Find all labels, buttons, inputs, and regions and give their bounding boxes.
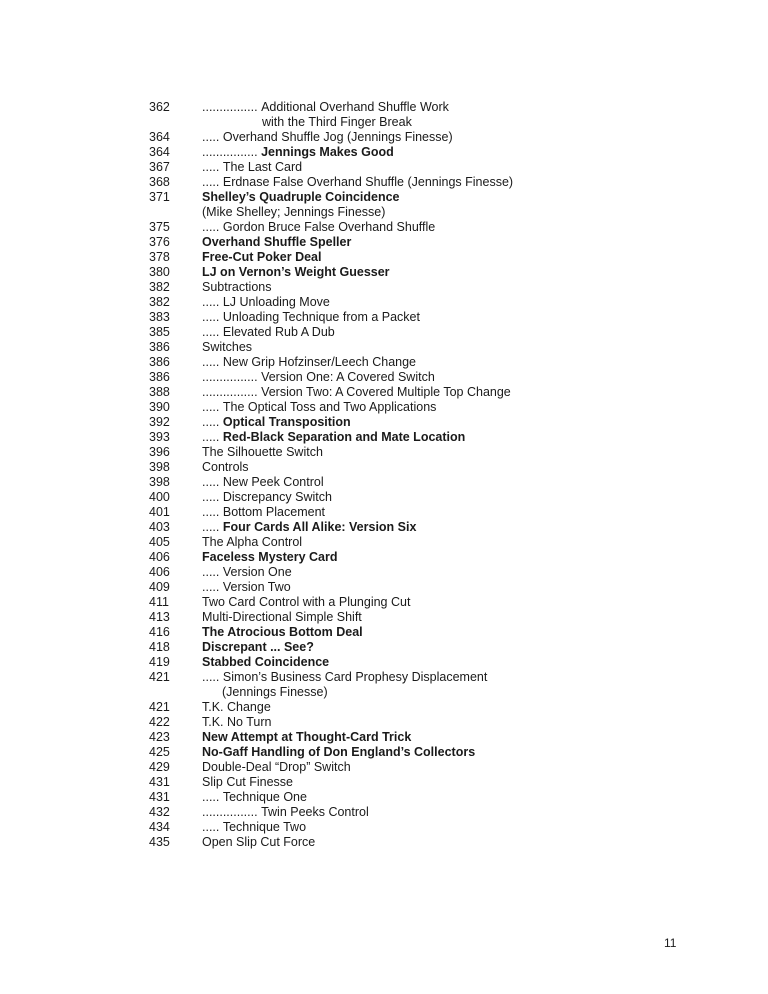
toc-leader: ..... xyxy=(202,355,220,369)
toc-leader: ..... xyxy=(202,565,220,579)
toc-page-number: 405 xyxy=(149,535,170,549)
toc-page-number: 406 xyxy=(149,565,170,579)
toc-entry-title: T.K. No Turn xyxy=(202,715,272,729)
toc-entry-title: Double-Deal “Drop” Switch xyxy=(202,760,351,774)
toc-entry-text xyxy=(202,730,411,745)
toc-entry-title: The Alpha Control xyxy=(202,535,303,549)
toc-entry-text xyxy=(202,790,307,805)
toc-entry-text xyxy=(202,445,323,460)
toc-page-number: 388 xyxy=(149,385,170,399)
toc-page-number: 393 xyxy=(149,430,170,444)
toc-page-number: 435 xyxy=(149,835,170,849)
toc-page-number: 398 xyxy=(149,460,170,474)
toc-entry-text xyxy=(202,805,369,820)
toc-entry-text xyxy=(202,265,390,280)
toc-entry-text xyxy=(202,295,330,310)
toc-page-number: 376 xyxy=(149,235,170,249)
toc-page-number: 434 xyxy=(149,820,170,834)
toc-entry xyxy=(149,130,709,145)
toc-entry xyxy=(149,805,709,820)
toc-entry xyxy=(149,745,709,760)
toc-entry-title: Version One xyxy=(222,565,292,579)
toc-entry-title: The Silhouette Switch xyxy=(202,445,323,459)
toc-entry xyxy=(149,715,709,730)
toc-leader: ................ xyxy=(202,385,258,399)
toc-page-number: 422 xyxy=(149,715,170,729)
toc-entry-text xyxy=(202,100,449,115)
toc-entry xyxy=(149,790,709,805)
toc-entry-text xyxy=(202,325,335,340)
toc-entry-title: LJ Unloading Move xyxy=(222,295,330,309)
toc-entry xyxy=(149,340,709,355)
toc-page-number: 403 xyxy=(149,520,170,534)
toc-entry xyxy=(149,370,709,385)
toc-page-number: 371 xyxy=(149,190,170,204)
toc-entry xyxy=(149,625,709,640)
toc-page-number: 411 xyxy=(149,595,169,609)
toc-page-number: 364 xyxy=(149,130,170,144)
toc-entry-title: Version One: A Covered Switch xyxy=(261,370,435,384)
toc-page-number: 390 xyxy=(149,400,170,414)
toc-page-number: 421 xyxy=(149,700,170,714)
toc-entry-continuation-text: with the Third Finger Break xyxy=(262,115,412,129)
toc-entry-text xyxy=(202,820,306,835)
toc-entry xyxy=(149,295,709,310)
toc-entry-text xyxy=(202,625,363,640)
toc-entry-title: Discrepancy Switch xyxy=(222,490,332,504)
toc-entry-title: LJ on Vernon’s Weight Guesser xyxy=(202,265,390,279)
toc-entry xyxy=(149,520,709,535)
toc-entry-title: Additional Overhand Shuffle Work xyxy=(261,100,449,114)
toc-entry-text xyxy=(202,250,321,265)
toc-page-number: 386 xyxy=(149,355,170,369)
toc-leader: ................ xyxy=(202,100,258,114)
toc-leader: ..... xyxy=(202,310,220,324)
toc-entry-title: T.K. Change xyxy=(202,700,271,714)
toc-entry-title: Erdnase False Overhand Shuffle (Jennings Finesse) xyxy=(222,175,514,189)
toc-page-number: 400 xyxy=(149,490,170,504)
toc-entry-text xyxy=(202,340,252,355)
toc-entry-text xyxy=(202,370,435,385)
toc-entry-continuation xyxy=(149,685,709,700)
toc-entry-title: Version Two xyxy=(222,580,291,594)
toc-entry-text xyxy=(202,640,314,655)
toc-entry xyxy=(149,550,709,565)
toc-page-number: 375 xyxy=(149,220,170,234)
toc-entry-title: The Atrocious Bottom Deal xyxy=(202,625,363,639)
toc-entry-title: Subtractions xyxy=(202,280,272,294)
toc-entry-title: Controls xyxy=(202,460,249,474)
toc-leader: ..... xyxy=(202,790,220,804)
toc-entry xyxy=(149,190,709,205)
toc-entry-text xyxy=(202,745,475,760)
toc-entry-text xyxy=(202,490,332,505)
toc-leader: ..... xyxy=(202,580,220,594)
toc-entry-title: Version Two: A Covered Multiple Top Change xyxy=(261,385,511,399)
toc-entry-title: Unloading Technique from a Packet xyxy=(222,310,420,324)
toc-page-number: 396 xyxy=(149,445,170,459)
toc-entry xyxy=(149,415,709,430)
toc-entry-text xyxy=(202,505,325,520)
toc-entry-title: Gordon Bruce False Overhand Shuffle xyxy=(222,220,436,234)
toc-page-number: 419 xyxy=(149,655,170,669)
toc-page-number: 382 xyxy=(149,295,170,309)
toc-entry-continuation xyxy=(149,205,709,220)
toc-entry xyxy=(149,460,709,475)
toc-leader: ..... xyxy=(202,820,220,834)
toc-entry xyxy=(149,475,709,490)
toc-entry-title: No-Gaff Handling of Don England’s Collectors xyxy=(202,745,476,759)
toc-page-number: 418 xyxy=(149,640,170,654)
toc-entry xyxy=(149,400,709,415)
toc-entry-title: Stabbed Coincidence xyxy=(202,655,330,669)
toc-entry-text xyxy=(202,280,271,295)
toc-entry xyxy=(149,610,709,625)
toc-page-number: 378 xyxy=(149,250,170,264)
toc-entry-title: Two Card Control with a Plunging Cut xyxy=(202,595,411,609)
toc-entry xyxy=(149,445,709,460)
toc-entry-text xyxy=(202,580,291,595)
toc-leader: ..... xyxy=(202,220,220,234)
toc-entry-text xyxy=(202,160,302,175)
toc-entry xyxy=(149,760,709,775)
toc-leader: ..... xyxy=(202,400,220,414)
toc-entry-text xyxy=(202,430,465,445)
toc-page-number: 386 xyxy=(149,370,170,384)
toc-page-number: 367 xyxy=(149,160,170,174)
toc-entry-text xyxy=(202,700,271,715)
toc-leader: ................ xyxy=(202,805,258,819)
toc-leader: ..... xyxy=(202,325,220,339)
toc-entry-text xyxy=(202,475,324,490)
toc-entry-title: Technique Two xyxy=(222,820,307,834)
toc-entry-text xyxy=(202,130,453,145)
toc-entry-title: Jennings Makes Good xyxy=(261,145,394,159)
toc-entry xyxy=(149,775,709,790)
toc-entry xyxy=(149,580,709,595)
toc-page-number: 386 xyxy=(149,340,170,354)
toc-leader: ..... xyxy=(202,295,220,309)
toc-leader: ..... xyxy=(202,130,220,144)
toc-page-number: 383 xyxy=(149,310,170,324)
toc-entry-title: Technique One xyxy=(222,790,307,804)
toc-leader: ..... xyxy=(202,505,220,519)
toc-page-number: 423 xyxy=(149,730,170,744)
toc-page-number: 368 xyxy=(149,175,170,189)
toc-entry xyxy=(149,730,709,745)
toc-entry-title: Free-Cut Poker Deal xyxy=(202,250,322,264)
toc-entry-title: New Attempt at Thought-Card Trick xyxy=(202,730,412,744)
toc-entry-text xyxy=(202,520,416,535)
toc-page-number: 380 xyxy=(149,265,170,279)
toc-page-number: 409 xyxy=(149,580,170,594)
toc-leader: ..... xyxy=(202,415,220,429)
toc-entry-continuation-text: (Mike Shelley; Jennings Finesse) xyxy=(202,205,386,219)
toc-entry xyxy=(149,325,709,340)
toc-page-number: 425 xyxy=(149,745,170,759)
toc-entry-text xyxy=(202,715,271,730)
toc-entry-title: Switches xyxy=(202,340,253,354)
toc-entry-title: New Peek Control xyxy=(222,475,324,489)
toc-entry xyxy=(149,160,709,175)
toc-entry-title: Shelley’s Quadruple Coincidence xyxy=(202,190,400,204)
toc-entry-text xyxy=(202,190,400,205)
toc-entry-text xyxy=(202,175,513,190)
toc-entry-text xyxy=(202,550,338,565)
toc-entry-text xyxy=(202,145,394,160)
toc-entry-title: The Optical Toss and Two Applications xyxy=(222,400,437,414)
toc-entry xyxy=(149,355,709,370)
toc-entry-text xyxy=(202,385,511,400)
toc-entry xyxy=(149,535,709,550)
toc-entry-text xyxy=(202,775,293,790)
toc-entry xyxy=(149,655,709,670)
toc-leader: ..... xyxy=(202,175,220,189)
toc-entry-text xyxy=(202,655,329,670)
toc-page-number: 413 xyxy=(149,610,170,624)
page-number: 11 xyxy=(664,936,677,950)
toc-entry-title: Bottom Placement xyxy=(222,505,325,519)
toc-leader: ..... xyxy=(202,430,220,444)
toc-entry xyxy=(149,670,709,685)
toc-page-number: 416 xyxy=(149,625,170,639)
toc-entry xyxy=(149,310,709,325)
toc-entry-continuation xyxy=(149,115,709,130)
toc-entry-title: The Last Card xyxy=(222,160,303,174)
toc-entry xyxy=(149,490,709,505)
toc-entry-text xyxy=(202,610,362,625)
toc-entry-title: Overhand Shuffle Speller xyxy=(202,235,352,249)
toc-entry-text xyxy=(202,310,420,325)
toc-entry xyxy=(149,145,709,160)
toc-page-number: 421 xyxy=(149,670,170,684)
toc-entry-title: Simon’s Business Card Prophesy Displacement xyxy=(222,670,488,684)
toc-entry-text xyxy=(202,835,315,850)
toc-entry xyxy=(149,640,709,655)
toc-entry-title: Multi-Directional Simple Shift xyxy=(202,610,362,624)
toc-entry xyxy=(149,505,709,520)
toc-entry xyxy=(149,385,709,400)
toc-leader: ..... xyxy=(202,490,220,504)
toc-page-number: 382 xyxy=(149,280,170,294)
toc-entry-title: Discrepant ... See? xyxy=(202,640,314,654)
toc-page-number: 398 xyxy=(149,475,170,489)
toc-entry-title: Slip Cut Finesse xyxy=(202,775,294,789)
toc-entry-continuation-text: (Jennings Finesse) xyxy=(222,685,328,699)
toc-entry-text xyxy=(202,595,410,610)
toc-page-number: 432 xyxy=(149,805,170,819)
toc-page-number: 401 xyxy=(149,505,170,519)
toc-entry xyxy=(149,250,709,265)
toc-entry-text xyxy=(202,235,351,250)
toc-entry-text xyxy=(202,535,302,550)
toc-entry-title: Faceless Mystery Card xyxy=(202,550,338,564)
toc-entry-text xyxy=(202,220,435,235)
toc-entry xyxy=(149,835,709,850)
toc-leader: ................ xyxy=(202,145,258,159)
toc-entry-title: Red-Black Separation and Mate Location xyxy=(222,430,466,444)
toc-entry xyxy=(149,235,709,250)
toc-page-number: 431 xyxy=(149,790,170,804)
toc-entry-text xyxy=(202,565,292,580)
toc-entry-title: Open Slip Cut Force xyxy=(202,835,316,849)
toc-entry-text xyxy=(202,460,249,475)
toc-entry-text xyxy=(202,670,487,685)
toc-entry xyxy=(149,700,709,715)
toc-entry xyxy=(149,175,709,190)
table-of-contents xyxy=(149,100,709,850)
toc-entry-text xyxy=(202,415,351,430)
toc-entry-title: Optical Transposition xyxy=(222,415,351,429)
toc-page-number: 385 xyxy=(149,325,170,339)
toc-page-number: 429 xyxy=(149,760,170,774)
toc-leader: ..... xyxy=(202,520,220,534)
toc-entry-title: Overhand Shuffle Jog (Jennings Finesse) xyxy=(222,130,453,144)
toc-entry-text xyxy=(202,355,416,370)
toc-entry xyxy=(149,430,709,445)
toc-entry xyxy=(149,280,709,295)
toc-page-number: 392 xyxy=(149,415,170,429)
toc-entry xyxy=(149,820,709,835)
toc-leader: ................ xyxy=(202,370,258,384)
toc-entry-title: Elevated Rub A Dub xyxy=(222,325,335,339)
toc-leader: ..... xyxy=(202,160,220,174)
toc-page-number: 406 xyxy=(149,550,170,564)
toc-leader: ..... xyxy=(202,670,220,684)
toc-entry-text xyxy=(202,400,436,415)
toc-entry xyxy=(149,565,709,580)
toc-entry xyxy=(149,265,709,280)
toc-page-number: 362 xyxy=(149,100,170,114)
toc-entry-title: New Grip Hofzinser/Leech Change xyxy=(222,355,417,369)
toc-entry xyxy=(149,220,709,235)
toc-entry xyxy=(149,100,709,115)
toc-page-number: 431 xyxy=(149,775,170,789)
toc-leader: ..... xyxy=(202,475,220,489)
toc-entry-text xyxy=(202,760,351,775)
toc-page-number: 364 xyxy=(149,145,170,159)
toc-entry xyxy=(149,595,709,610)
toc-entry-title: Twin Peeks Control xyxy=(261,805,369,819)
toc-entry-title: Four Cards All Alike: Version Six xyxy=(222,520,417,534)
